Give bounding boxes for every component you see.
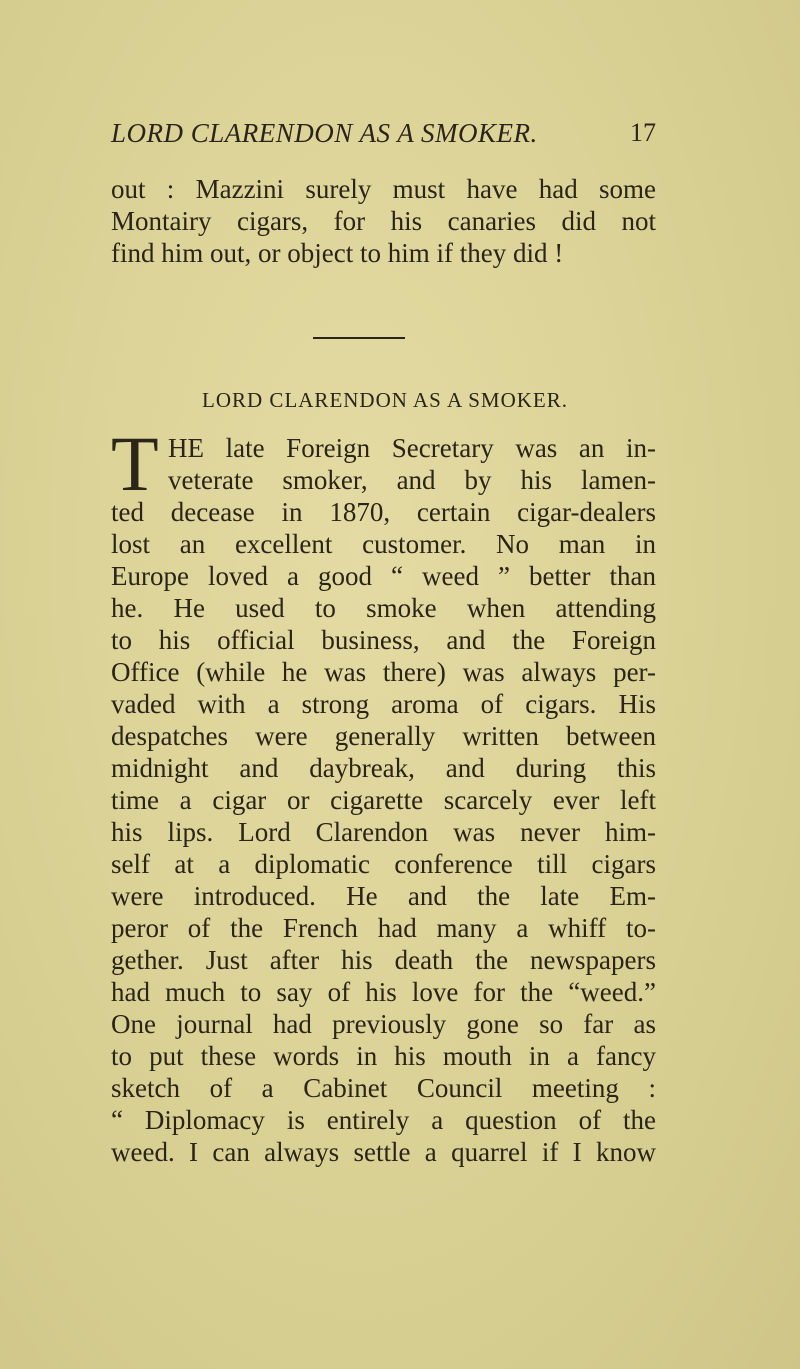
text-line: gether. Just after his death the newspapers <box>111 945 656 975</box>
text-line: sketch of a Cabinet Council meeting : <box>111 1073 656 1103</box>
text-line: weed. I can always settle a quarrel if I know <box>111 1137 656 1167</box>
text-line: “ Diplomacy is entirely a question of the <box>111 1105 656 1135</box>
text-line: to his official business, and the Foreign <box>111 625 656 655</box>
text-line: One journal had previously gone so far as <box>111 1009 656 1039</box>
drop-cap: T <box>111 420 159 507</box>
text-line: lost an excellent customer. No man in <box>111 529 656 559</box>
text-line: midnight and daybreak, and during this <box>111 753 656 783</box>
section-heading: LORD CLARENDON AS A SMOKER. <box>202 388 568 412</box>
text-line: vaded with a strong aroma of cigars. His <box>111 689 656 719</box>
text-line: Office (while he was there) was always per- <box>111 657 656 687</box>
text-line: had much to say of his love for the “weed.” <box>111 977 656 1007</box>
text-line: out : Mazzini surely must have had some <box>111 174 656 204</box>
text-line: were introduced. He and the late Em- <box>111 881 656 911</box>
running-title: LORD CLARENDON AS A SMOKER. <box>111 118 538 148</box>
section-divider <box>313 337 405 339</box>
running-head <box>111 118 656 158</box>
text-line: peror of the French had many a whiff to- <box>111 913 656 943</box>
text-line: find him out, or object to him if they did ! <box>111 238 564 268</box>
text-line: despatches were generally written between <box>111 721 656 751</box>
carryover-paragraph <box>111 173 656 269</box>
text-line: HE late Foreign Secretary was an in- <box>168 433 656 463</box>
page-number: 17 <box>630 118 656 147</box>
text-line: Europe loved a good “ weed ” better than <box>111 561 656 591</box>
text-line: ted decease in 1870, certain cigar-dealers <box>111 497 656 527</box>
text-line: Montairy cigars, for his canaries did not <box>111 206 656 236</box>
text-line: self at a diplomatic conference till cigars <box>111 849 656 879</box>
text-line: he. He used to smoke when attending <box>111 593 656 623</box>
text-line: time a cigar or cigarette scarcely ever left <box>111 785 656 815</box>
text-line: to put these words in his mouth in a fancy <box>111 1041 656 1071</box>
section-paragraph <box>111 420 656 1168</box>
text-line: veterate smoker, and by his lamen- <box>168 465 656 495</box>
text-line: his lips. Lord Clarendon was never him- <box>111 817 656 847</box>
